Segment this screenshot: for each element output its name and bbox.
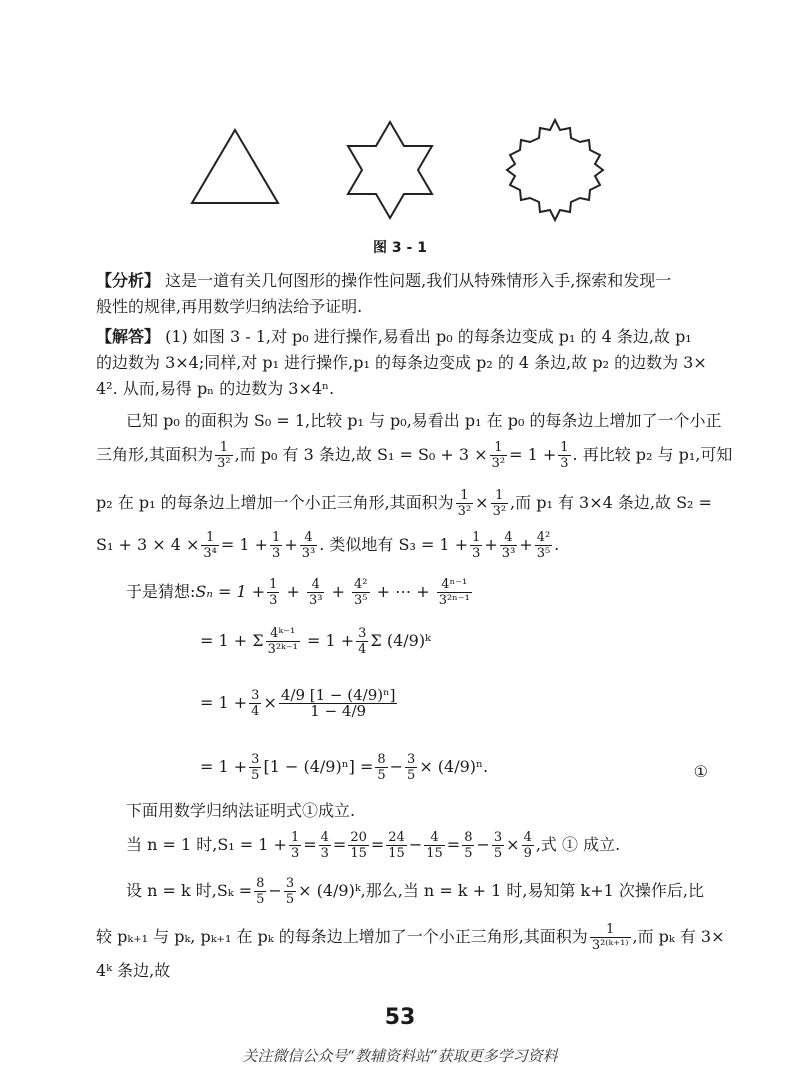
text: ,而 pₖ 有 3× [632, 927, 725, 946]
num: 1 [290, 830, 300, 845]
den: 3³ [501, 546, 516, 561]
conjecture-line-2 [200, 626, 431, 657]
den: 3 [320, 846, 329, 861]
num: 8 [377, 752, 386, 767]
fraction [254, 876, 266, 907]
fraction [386, 830, 407, 861]
den: 5 [377, 768, 386, 783]
fraction [270, 530, 282, 561]
fraction [535, 530, 552, 561]
num: 1 [590, 922, 631, 938]
text: 于是猜想: [126, 582, 196, 601]
analysis-line-2: 般性的规律,再用数学归纳法给予证明. [96, 297, 363, 316]
fraction [249, 688, 261, 719]
den: 3²ᵏ⁻¹ [267, 642, 298, 657]
fraction [300, 530, 317, 561]
text: S₁ + 3 × 4 × [96, 535, 200, 554]
text: − [268, 881, 282, 900]
num: 1 [201, 530, 218, 546]
den: 5 [285, 892, 295, 907]
fraction [492, 830, 504, 861]
num: 1 [272, 530, 281, 545]
num: 1 [560, 440, 569, 455]
den: 3² [217, 456, 231, 471]
fraction [266, 626, 300, 657]
den: 3² [492, 504, 507, 519]
den: 3² [457, 504, 472, 519]
conjecture-line-1: 于是猜想:Sₙ = 1 + $\frac{1}{3}$ + $\frac{4}{\text{3³}}$ + $\frac{\text{4²}}{\text{3⁵}}$ + ⋯ + $\frac{\text{4ⁿ⁻¹}}{\text{3²ⁿ⁻¹}}$ [126, 577, 470, 608]
fraction [590, 922, 631, 953]
fraction [500, 530, 517, 561]
num: 8 [464, 830, 473, 845]
den: 1 − 4/9 [310, 702, 367, 720]
den: 3 [269, 593, 278, 608]
induction-step-1 [126, 876, 704, 907]
text: p₂ 在 p₁ 的每条边上增加一个小正三角形,其面积为 [96, 493, 454, 512]
text: = 1 + Σ [200, 631, 264, 650]
den: 4 [358, 642, 367, 657]
text: [1 − (4/9)ⁿ] = [263, 757, 374, 776]
equation-marker: ① [693, 762, 708, 781]
text: = [332, 835, 347, 854]
text: − [389, 757, 404, 776]
text: ,式 ① 成立. [535, 835, 621, 854]
num: 4 [307, 577, 324, 593]
fraction [522, 830, 534, 861]
num: 4ⁿ⁻¹ [437, 577, 472, 593]
text: = 1 + [200, 693, 248, 712]
induction-step-2 [96, 922, 725, 953]
den: 9 [523, 846, 532, 861]
num: 3 [285, 876, 295, 891]
text: = [303, 835, 317, 854]
fraction [201, 530, 218, 561]
num: 4² [354, 577, 368, 592]
den: 15 [388, 846, 405, 861]
text: 较 pₖ₊₁ 与 pₖ, pₖ₊₁ 在 pₖ 的每条边上增加了一个小正三角形,其面积为 [96, 927, 588, 946]
snowflake-shape [507, 120, 603, 220]
text: = 1 + [306, 631, 355, 650]
den: 3 [472, 546, 481, 561]
fraction [352, 577, 369, 608]
text: ,而 p₁ 有 3×4 条边,故 S₂ = [510, 493, 712, 512]
num: 4 [523, 830, 532, 845]
den: 4 [251, 704, 260, 719]
den: 3⁴ [203, 546, 217, 561]
num: 1 [472, 530, 481, 545]
text: + [519, 535, 533, 554]
den: 3²⁽ᵏ⁺¹⁾ [591, 938, 629, 953]
text: 设 n = k 时,Sₖ = [126, 881, 253, 900]
den: 3⁵ [536, 546, 551, 561]
conjecture-line-3 [200, 688, 399, 719]
fraction [405, 752, 417, 783]
fraction [375, 752, 387, 783]
text: . 类似地有 S₃ = 1 + [319, 535, 469, 554]
fraction [348, 830, 369, 861]
text: − [476, 835, 490, 854]
text: Sₙ = 1 + [195, 582, 266, 601]
solution-line-3: 4². 从而,易得 pₙ 的边数为 3×4ⁿ. [96, 379, 335, 398]
den: 5 [493, 846, 503, 861]
page-number: 53 [384, 1005, 416, 1030]
text: + ⋯ + [376, 582, 430, 601]
text: ,而 p₀ 有 3 条边,故 S₁ = S₀ + 3 × [234, 445, 488, 464]
fraction [558, 440, 570, 471]
fraction [437, 577, 472, 608]
text: + [484, 535, 498, 554]
num: 1 [215, 440, 232, 456]
den: 3 [560, 456, 569, 471]
induction-base [126, 830, 620, 861]
den: 15 [350, 846, 367, 861]
num: 4 [320, 830, 329, 845]
induction-step-3: 4ᵏ 条边,故 [96, 961, 171, 980]
den: 5 [256, 892, 265, 907]
den: 3³ [308, 593, 323, 608]
solution-line-2: 的边数为 3×4;同样,对 p₁ 进行操作,p₁ 的每条边变成 p₂ 的 4 条边,故 p₂ 的边数为 3× [96, 353, 707, 372]
text: = 1 + [509, 445, 557, 464]
induction-intro: 下面用数学归纳法证明式①成立. [126, 801, 356, 820]
num: 4ᵏ⁻¹ [266, 626, 300, 642]
fraction [490, 440, 507, 471]
text: 当 n = 1 时,S₁ = 1 + [126, 835, 287, 854]
text: × [475, 493, 489, 512]
text: − [408, 835, 423, 854]
den: 5 [251, 768, 260, 783]
fraction [284, 876, 296, 907]
text: × [506, 835, 520, 854]
fraction [456, 488, 473, 519]
hexagram-shape [348, 122, 432, 218]
text: × (4/9)ᵏ,那么,当 n = k + 1 时,易知第 k+1 次操作后,比 [298, 881, 704, 900]
num: 3 [358, 626, 367, 641]
analysis-line-1 [96, 270, 671, 292]
fraction [215, 440, 232, 471]
fraction [462, 830, 474, 861]
solution-text-1: (1) 如图 3 - 1,对 p₀ 进行操作,易看出 p₀ 的每条边变成 p₁ 的 4 条边,故 p₁ [165, 327, 692, 346]
text: Σ (4/9)ᵏ [370, 631, 431, 650]
fraction [249, 752, 261, 783]
fraction [307, 577, 324, 608]
text: 三角形,其面积为 [96, 445, 214, 464]
num: 4 [424, 830, 445, 846]
area-line-3 [96, 488, 712, 519]
den: 3²ⁿ⁻¹ [438, 593, 470, 608]
text: = 1 + [220, 535, 269, 554]
fraction [319, 830, 331, 861]
den: 3 [290, 846, 300, 861]
figure-caption: 图 3 - 1 [373, 240, 427, 256]
text: = [370, 835, 385, 854]
den: 5 [407, 768, 416, 783]
footer-note: 关注微信公众号“教辅资料站”获取更多学习资料 [242, 1047, 558, 1065]
area-line-4 [96, 530, 559, 561]
num: 4 [500, 530, 517, 546]
num: 1 [491, 488, 508, 504]
area-line-2 [96, 440, 732, 471]
text: × [263, 693, 277, 712]
fraction [424, 830, 445, 861]
fraction [491, 488, 508, 519]
area-line-1: 已知 p₀ 的面积为 S₀ = 1,比较 p₁ 与 p₀,易看出 p₁ 在 p₀ 的每条边上增加了一个小正 [126, 411, 722, 430]
fraction [279, 688, 398, 719]
den: 15 [426, 846, 443, 861]
analysis-label: 【分析】 [96, 271, 161, 290]
num: 4 [300, 530, 317, 546]
fraction [267, 577, 279, 608]
fraction [289, 830, 301, 861]
fraction [356, 626, 368, 657]
triangle-shape [192, 130, 278, 203]
den: 5 [464, 846, 473, 861]
den: 3⁵ [354, 593, 368, 608]
text: × (4/9)ⁿ. [419, 757, 489, 776]
num: 4/9 [1 − (4/9)ⁿ] [280, 686, 396, 704]
num: 1 [269, 577, 278, 592]
text: . 再比较 p₂ 与 p₁,可知 [572, 445, 733, 464]
den: 3 [272, 546, 281, 561]
num: 1 [490, 440, 507, 456]
num: 8 [256, 876, 265, 891]
fraction [470, 530, 482, 561]
solution-label: 【解答】 [96, 327, 161, 346]
num: 3 [251, 688, 260, 703]
text: . [554, 535, 560, 554]
analysis-text-1: 这是一道有关几何图形的操作性问题,我们从特殊情形入手,探索和发现一 [165, 271, 672, 290]
num: 3 [407, 752, 416, 767]
conjecture-line-4 [200, 752, 488, 783]
text: = 1 + [200, 757, 248, 776]
den: 3³ [301, 546, 316, 561]
num: 3 [493, 830, 503, 845]
text: = [446, 835, 461, 854]
num: 20 [350, 830, 367, 845]
num: 24 [388, 830, 405, 845]
num: 1 [456, 488, 473, 504]
solution-line-1 [96, 326, 692, 348]
num: 4² [536, 530, 551, 545]
text: + [284, 535, 298, 554]
figure-3-1 [0, 110, 800, 230]
den: 3² [491, 456, 506, 471]
num: 3 [251, 752, 260, 767]
